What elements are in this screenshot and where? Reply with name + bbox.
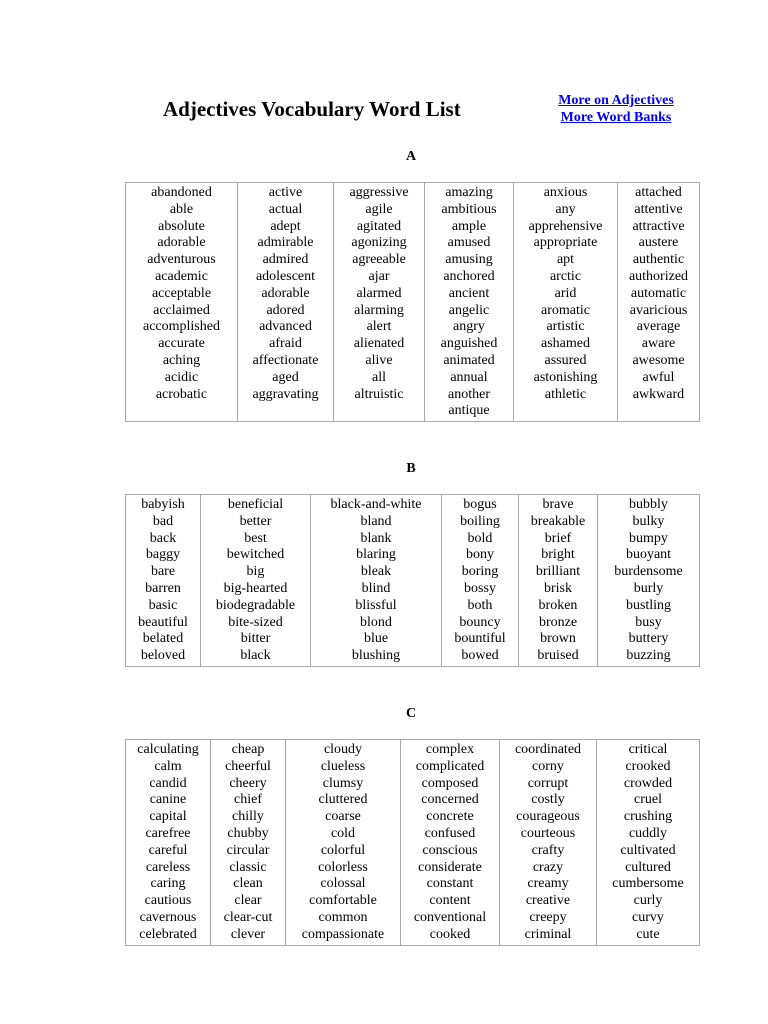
word-item: breakable	[530, 513, 586, 529]
word-item: attentive	[634, 201, 683, 217]
word-item: alert	[366, 319, 392, 335]
word-item: black-and-white	[330, 497, 422, 512]
word-item: awful	[642, 369, 675, 385]
word-item: amused	[447, 235, 491, 251]
word-item: artistic	[546, 319, 585, 335]
word-item: blushing	[351, 648, 401, 664]
word-item: alive	[365, 352, 393, 368]
word-item: complicated	[415, 758, 485, 774]
word-item: burly	[633, 580, 664, 596]
word-item: curvy	[632, 909, 664, 925]
word-item: comfortable	[309, 893, 377, 909]
word-item: average	[636, 319, 681, 335]
word-item: ajar	[368, 268, 390, 284]
word-item: creepy	[529, 909, 567, 925]
word-item: coarse	[325, 809, 361, 825]
page-title: Adjectives Vocabulary Word List	[163, 97, 461, 121]
word-column	[401, 740, 500, 946]
word-item: astonishing	[533, 369, 598, 385]
word-item: compassionate	[301, 926, 385, 942]
word-item: brave	[542, 497, 574, 512]
word-item: ashamed	[541, 336, 590, 352]
word-item: bleak	[360, 564, 392, 580]
word-item: cultivated	[620, 842, 676, 858]
word-item: bustling	[625, 597, 672, 613]
word-item: bulky	[632, 513, 665, 529]
word-item: aching	[162, 352, 201, 368]
word-item: courageous	[516, 809, 580, 825]
word-item: admirable	[257, 235, 314, 251]
word-item: colorful	[320, 842, 366, 858]
word-item: clear-cut	[223, 909, 273, 925]
word-item: another	[448, 386, 490, 402]
word-item: caring	[150, 876, 186, 892]
word-column	[519, 495, 598, 667]
word-item: concrete	[426, 809, 474, 825]
word-item: apt	[556, 252, 575, 268]
word-item: adored	[266, 302, 305, 318]
word-item: boring	[461, 564, 499, 580]
word-item: cheery	[229, 775, 267, 791]
word-item: bewitched	[226, 547, 285, 563]
word-row	[126, 740, 700, 946]
word-item: calculating	[137, 742, 199, 757]
word-item: academic	[155, 268, 208, 284]
word-item: authentic	[632, 252, 685, 268]
word-column	[598, 495, 700, 667]
word-item: biodegradable	[215, 597, 296, 613]
word-item: cuddly	[628, 825, 668, 841]
word-item: cold	[330, 825, 356, 841]
word-item: blissful	[355, 597, 397, 613]
word-item: common	[318, 909, 368, 925]
word-item: courteous	[520, 825, 576, 841]
word-item: conventional	[413, 909, 487, 925]
word-item: bruised	[537, 648, 579, 664]
word-item: anchored	[443, 268, 495, 284]
word-item: calm	[154, 758, 182, 774]
word-item: brown	[540, 631, 576, 647]
word-item: best	[244, 530, 267, 546]
word-item: colossal	[320, 876, 366, 892]
word-column	[126, 183, 238, 422]
word-item: accurate	[158, 336, 205, 352]
word-item: adept	[270, 218, 301, 234]
word-item: bouncy	[459, 614, 501, 630]
word-item: bite-sized	[228, 614, 283, 630]
word-item: bowed	[461, 648, 499, 664]
word-item: antique	[448, 403, 490, 419]
section-letter-b: B	[406, 461, 416, 476]
word-item: bold	[467, 530, 493, 546]
word-item: cruel	[634, 792, 662, 808]
word-item: bronze	[538, 614, 578, 630]
word-item: amazing	[445, 185, 493, 200]
word-item: constant	[426, 876, 474, 892]
word-item: ancient	[448, 285, 490, 301]
word-item: absolute	[158, 218, 205, 234]
word-item: crushing	[623, 809, 673, 825]
word-item: automatic	[630, 285, 687, 301]
word-table-c	[125, 739, 700, 946]
word-item: awesome	[632, 352, 685, 368]
word-item: broken	[538, 597, 578, 613]
word-item: any	[555, 201, 576, 217]
word-column	[514, 183, 618, 422]
word-item: back	[149, 530, 177, 546]
word-column	[286, 740, 401, 946]
word-item: cavernous	[139, 909, 197, 925]
word-item: confused	[424, 825, 476, 841]
word-item: cumbersome	[612, 876, 684, 892]
word-item: content	[429, 893, 471, 909]
word-item: agonizing	[351, 235, 407, 251]
word-item: afraid	[269, 336, 302, 352]
word-item: alarming	[354, 302, 404, 318]
word-item: aggressive	[349, 185, 409, 200]
word-item: adventurous	[147, 252, 216, 268]
word-item: blank	[360, 530, 392, 546]
word-item: careful	[148, 842, 188, 858]
word-item: concerned	[421, 792, 479, 808]
word-item: coordinated	[514, 742, 582, 757]
word-item: adorable	[261, 285, 310, 301]
word-item: basic	[148, 597, 178, 613]
word-column	[425, 183, 514, 422]
word-column	[126, 495, 201, 667]
word-column	[211, 740, 286, 946]
word-item: big	[246, 564, 265, 580]
word-item: critical	[628, 742, 668, 757]
word-item: crowded	[623, 775, 673, 791]
word-item: canine	[149, 792, 187, 808]
word-item: chilly	[232, 809, 264, 825]
word-item: cheap	[231, 742, 265, 757]
word-column	[500, 740, 597, 946]
word-item: awkward	[632, 386, 685, 402]
word-item: bumpy	[629, 530, 668, 546]
more-on-adjectives-link[interactable]: More on Adjectives	[558, 93, 674, 108]
word-item: cooked	[429, 926, 471, 942]
word-item: blue	[363, 631, 389, 647]
word-item: classic	[229, 859, 267, 875]
word-item: attached	[635, 185, 682, 200]
word-row	[126, 495, 700, 667]
word-item: acidic	[164, 369, 199, 385]
word-item: cheerful	[225, 758, 271, 774]
word-item: anxious	[543, 185, 588, 200]
word-item: careless	[145, 859, 191, 875]
word-item: baggy	[145, 547, 181, 563]
word-item: advanced	[259, 319, 312, 335]
word-item: adolescent	[255, 268, 316, 284]
word-item: ambitious	[441, 201, 497, 217]
word-item: ample	[451, 218, 487, 234]
word-item: cute	[636, 926, 660, 942]
word-item: blind	[361, 580, 391, 596]
word-item: clueless	[320, 758, 366, 774]
word-item: alienated	[353, 336, 405, 352]
word-item: blaring	[356, 547, 396, 563]
word-item: annual	[450, 369, 488, 385]
word-column	[126, 740, 211, 946]
word-item: bare	[150, 564, 176, 580]
word-item: active	[268, 185, 303, 200]
word-item: bad	[152, 513, 174, 529]
word-item: candid	[149, 775, 187, 791]
word-item: aware	[641, 336, 676, 352]
word-table-a	[125, 182, 700, 422]
word-item: arid	[554, 285, 577, 301]
word-item: angelic	[448, 302, 490, 318]
word-item: animated	[443, 352, 495, 368]
word-item: all	[372, 369, 386, 385]
word-item: actual	[268, 201, 303, 217]
word-item: beautiful	[138, 614, 188, 630]
word-item: affectionate	[252, 352, 319, 368]
word-item: buzzing	[626, 648, 671, 664]
word-item: busy	[635, 614, 662, 630]
word-item: appropriate	[533, 235, 598, 251]
word-column	[597, 740, 700, 946]
word-item: brief	[544, 530, 572, 546]
word-item: clear	[234, 893, 262, 909]
word-item: big-hearted	[223, 580, 288, 596]
word-item: composed	[421, 775, 479, 791]
word-item: both	[467, 597, 493, 613]
word-item: babyish	[141, 497, 185, 512]
word-item: black	[240, 648, 271, 664]
word-item: bland	[360, 513, 392, 529]
word-item: corny	[532, 758, 564, 774]
word-item: celebrated	[139, 926, 197, 942]
word-item: creative	[525, 893, 571, 909]
word-item: acclaimed	[153, 302, 210, 318]
word-row	[126, 183, 700, 422]
word-item: chief	[234, 792, 262, 808]
word-item: attractive	[632, 218, 685, 234]
word-item: complex	[425, 742, 475, 757]
word-item: beneficial	[227, 497, 284, 512]
section-letter-c: C	[405, 706, 417, 721]
word-item: burdensome	[614, 564, 683, 580]
word-item: alarmed	[356, 285, 402, 301]
more-word-banks-link[interactable]: More Word Banks	[560, 110, 672, 125]
word-item: bony	[466, 547, 494, 563]
word-column	[201, 495, 311, 667]
word-item: agile	[365, 201, 393, 217]
word-item: corrupt	[527, 775, 569, 791]
word-item: avaricious	[629, 302, 688, 318]
word-item: capital	[149, 809, 187, 825]
word-item: crafty	[531, 842, 565, 858]
word-item: boiling	[460, 513, 500, 529]
word-item: anguished	[440, 336, 498, 352]
word-item: agreeable	[352, 252, 406, 268]
word-item: bountiful	[454, 631, 506, 647]
word-item: cautious	[144, 893, 192, 909]
word-item: austere	[638, 235, 679, 251]
word-item: bubbly	[629, 497, 668, 512]
word-item: agitated	[356, 218, 402, 234]
word-item: bright	[541, 547, 575, 563]
word-item: amusing	[445, 252, 493, 268]
word-item: athletic	[544, 386, 587, 402]
word-item: crazy	[532, 859, 564, 875]
word-item: bitter	[240, 631, 271, 647]
word-item: curly	[633, 893, 663, 909]
word-column	[618, 183, 700, 422]
section-letter-a: A	[405, 149, 417, 164]
word-item: assured	[544, 352, 587, 368]
word-item: cluttered	[318, 792, 368, 808]
word-item: costly	[531, 792, 565, 808]
word-column	[334, 183, 425, 422]
word-item: abandoned	[151, 185, 212, 200]
word-item: creamy	[527, 876, 569, 892]
word-item: able	[169, 201, 194, 217]
word-item: criminal	[524, 926, 572, 942]
word-item: barren	[145, 580, 181, 596]
word-item: brilliant	[535, 564, 581, 580]
word-item: clever	[230, 926, 266, 942]
word-item: buttery	[628, 631, 669, 647]
word-item: adorable	[157, 235, 206, 251]
word-item: chubby	[227, 825, 269, 841]
word-item: clumsy	[322, 775, 364, 791]
word-table-b	[125, 494, 700, 667]
word-item: carefree	[145, 825, 191, 841]
word-item: better	[239, 513, 272, 529]
word-item: buoyant	[625, 547, 672, 563]
word-item: aggravating	[252, 386, 319, 402]
word-item: accomplished	[143, 319, 220, 335]
word-column	[311, 495, 442, 667]
word-item: acrobatic	[155, 386, 208, 402]
word-item: conscious	[422, 842, 478, 858]
related-links	[540, 92, 692, 126]
word-item: considerate	[418, 859, 482, 875]
word-item: bossy	[464, 580, 496, 596]
word-item: aromatic	[541, 302, 590, 318]
word-item: apprehensive	[528, 218, 603, 234]
word-item: cloudy	[323, 742, 363, 757]
word-item: belated	[142, 631, 184, 647]
word-item: circular	[226, 842, 270, 858]
word-item: arctic	[549, 268, 582, 284]
word-item: admired	[262, 252, 309, 268]
word-item: bogus	[463, 497, 497, 512]
word-item: cultured	[625, 859, 671, 875]
word-item: crooked	[625, 758, 671, 774]
word-item: blond	[360, 614, 392, 630]
word-column	[442, 495, 519, 667]
word-item: aged	[272, 369, 299, 385]
word-item: brisk	[544, 580, 572, 596]
word-item: clean	[233, 876, 263, 892]
word-item: altruistic	[354, 386, 404, 402]
word-item: colorless	[318, 859, 368, 875]
word-column	[238, 183, 334, 422]
word-item: angry	[453, 319, 485, 335]
word-item: beloved	[140, 648, 186, 664]
word-item: acceptable	[151, 285, 212, 301]
word-item: authorized	[628, 268, 689, 284]
